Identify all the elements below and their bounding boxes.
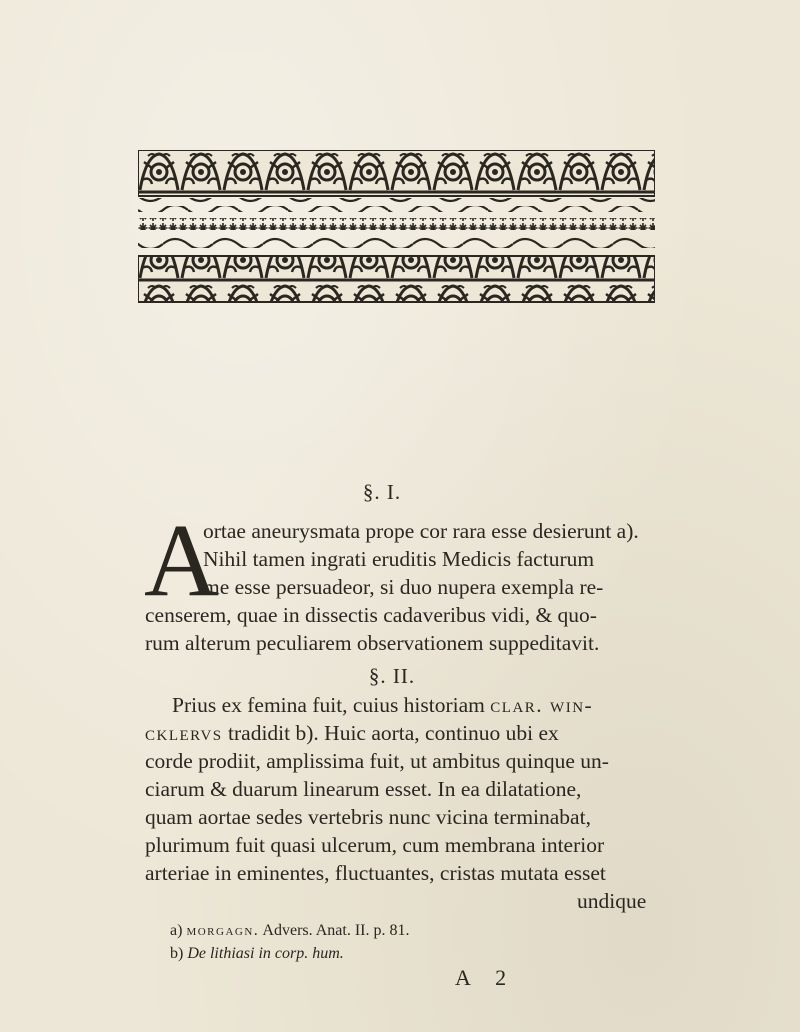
- text-line: plurimum fuit quasi ulcerum, cum membrana interior: [145, 833, 605, 857]
- footnote-text: Advers. Anat. II. p. 81.: [262, 922, 410, 939]
- footnote-a: [170, 922, 410, 940]
- footnote-b: [170, 945, 344, 963]
- text-line: [172, 692, 593, 718]
- text-line: arteriae in eminentes, fluctuantes, cristas mutata esset: [145, 861, 606, 885]
- text-line: ortae aneurysmata prope cor rara esse desierunt a).: [203, 519, 639, 543]
- catchword: undique: [577, 889, 647, 913]
- author-name: cklervs: [145, 721, 223, 745]
- text-line: censerem, quae in dissectis cadaveribus vidi, & quo-: [145, 603, 597, 627]
- footnote-label: a): [170, 922, 183, 939]
- text-run: Prius ex femina fuit, cuius historiam: [172, 693, 485, 717]
- text-line: [145, 720, 559, 746]
- author-name: clar. win-: [490, 693, 594, 717]
- section-heading-2: §. II.: [368, 664, 416, 688]
- text-line: corde prodiit, amplissima fuit, ut ambitus quinque un-: [145, 749, 609, 773]
- text-line: Nihil tamen ingrati eruditis Medicis facturum: [203, 547, 595, 571]
- text-run: tradidit b). Huic aorta, continuo ubi ex: [228, 721, 559, 745]
- text-line: quam aortae sedes vertebris nunc vicina terminabat,: [145, 805, 591, 829]
- signature-mark: A 2: [455, 965, 517, 990]
- text-line: ciarum & duarum linearum esset. In ea dilatatione,: [145, 777, 582, 801]
- footnote-label: b): [170, 945, 184, 962]
- decorative-border-icon: [138, 150, 655, 332]
- section-heading-1: §. I.: [362, 480, 402, 504]
- footnote-text: De lithiasi in corp. hum.: [187, 945, 344, 962]
- text-line: rum alterum peculiarem observationem suppeditavit.: [145, 631, 600, 655]
- text-line: me esse persuadeor, si duo nupera exempla re-: [203, 575, 604, 599]
- footnote-author: morgagn.: [186, 922, 260, 939]
- drop-capital: A: [144, 503, 220, 618]
